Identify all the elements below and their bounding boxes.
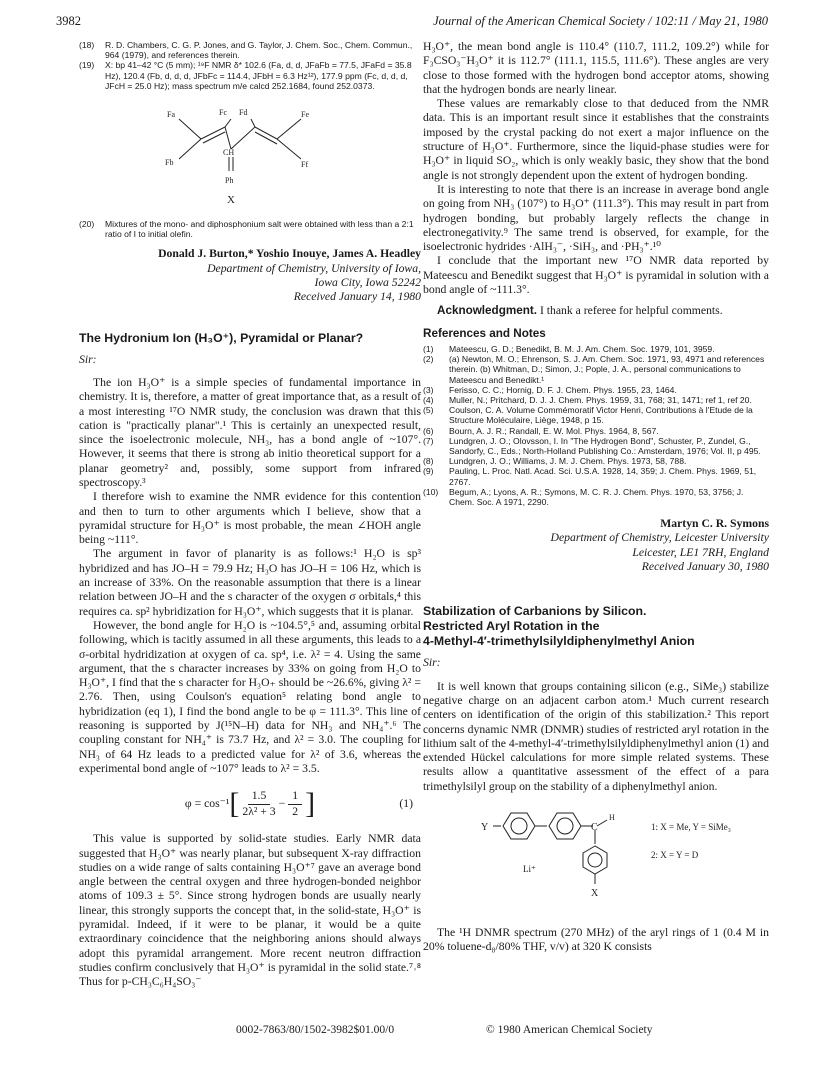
operator: − (278, 797, 286, 811)
reference-text: Lundgren, J. O.; Olovsson, I. In "The Hydrogen Bond", Schuster, P., Zundel, G., Sandorfy, C., Eds.; North-Holland Publishing Co.: Amsterdam, 1976; Vol. II, p 495. (449, 435, 761, 456)
paragraph: The ¹H DNMR spectrum (270 MHz) of the aryl rings of 1 (0.4 M in 20% toluene-d₈/80% THF, v/v) at 320 K consists (423, 926, 769, 954)
copyright: © 1980 American Chemical Society (486, 1024, 653, 1036)
footnote-text: R. D. Chambers, C. G. P. Jones, and G. Taylor, J. Chem. Soc., Chem. Commun., 964 (1979), and references therein. (105, 40, 413, 61)
paragraph: The argument in favor of planarity is as follows:¹ H₂O is sp³ hybridized and has JO–H = 79.9 Hz; H₃O has JO–H = 106 Hz, which is an increase of 33%. On the reasonable assumption that there is a linear relation between JO–H and the s character of the oxygen σ orbitals,⁴ this requires ca. sp² hybridization for H₃O⁺, which suggests that it is planar. (79, 547, 421, 618)
paragraph: I therefore wish to examine the NMR evidence for this contention and then to turn to other arguments which I believe, show that a pyramidal structure for H₃O⁺ is most probable, the mean ∠HOH angle being ~111°. (79, 490, 421, 547)
acknowledgment-label: Acknowledgment. (437, 304, 538, 318)
reference-number: (7) (423, 435, 434, 446)
footnote (79, 40, 421, 60)
received-date: Received January 14, 1980 (293, 290, 421, 304)
compound-label: X (227, 194, 235, 207)
atom-label: C (591, 822, 598, 834)
fraction (242, 789, 275, 819)
reference-text: Lundgren, J. O.; Williams, J. M. J. Chem. Phys. 1973, 58, 788. (449, 456, 687, 467)
reference-text: Pauling, L. Proc. Natl. Acad. Sci. U.S.A. 1928, 14, 359; J. Chem. Phys. 1969, 51, 2767. (449, 466, 757, 487)
numerator: 1.5 (248, 789, 271, 804)
reference-text: Ferisso, C. C.; Hornig, D. F. J. Chem. Phys. 1955, 23, 1464. (449, 384, 677, 395)
reference-item (423, 426, 769, 436)
reference-number: (4) (423, 394, 434, 405)
reference-item (423, 456, 769, 466)
footnote-number: (20) (79, 219, 95, 230)
authors: Donald J. Burton,* Yoshio Inouye, James A. Headley (158, 247, 421, 261)
structure-drawing (423, 802, 769, 920)
paragraph: This value is supported by solid-state studies. Early NMR data suggested that H₃O⁺ was nearly planar, but subsequent X-ray diffraction studies on a wide range of salts containing H₃O⁺⁷ gave an average bond angle between the central oxygen and three hydrogen-bonded neighbor atoms of 109.3 ± 5°. Since strong hydrogen bonds are usually nearly linear, this strongly supports the concept that, in the solid-state, H₃O⁺ is pyramidal. Indeed, if it were to be planar, it would be a quite extraordinary coincidence that the neighboring anions should always adopt this pyramidal arrangement. More recent neutron diffraction studies confirm conclusively that H₃O⁺ is pyramidal in the solid state.⁷˒⁸ Thus for p-CH₃C₆H₄SO₃⁻ (79, 832, 421, 989)
affiliation-line: Iowa City, Iowa 52242 (314, 276, 421, 290)
equation-1 (79, 782, 421, 826)
footnote (79, 219, 421, 239)
title-line: 4-Methyl-4′-trimethylsilyldiphenylmethyl Anion (423, 634, 695, 649)
title-line: Restricted Aryl Rotation in the (423, 619, 600, 634)
salutation: Sir: (423, 656, 441, 670)
equation-number: (1) (399, 797, 413, 811)
reference-number: (8) (423, 456, 434, 467)
paragraph: It is interesting to note that there is an increase in average bond angle on going from NH₃ (107°) to H₃O⁺ (111.3°). This may result in part from hydrogen bonding, but probably largely reflects the change in electronegativity.⁹ The same trend is observed, for example, for the isoelectronic hydrides ·AlH₃⁻, ·SiH₃, and ·PH₃⁺.¹⁰ (423, 182, 769, 254)
reference-text: Bourn, A. J. R.; Randall, E. W. Mol. Phys. 1964, 8, 567. (449, 425, 659, 436)
footnotes-top (79, 40, 421, 91)
atom-label: Fc (219, 108, 227, 118)
atom-label: H (609, 813, 615, 823)
compound-key: 2: X = Y = D (651, 850, 699, 861)
bracket-right: ] (305, 787, 316, 821)
reference-text: Mateescu, G. D.; Benedikt, B. M. J. Am. Chem. Soc. 1979, 101, 3959. (449, 343, 715, 354)
article-title: The Hydronium Ion (H₃O⁺), Pyramidal or Planar? (79, 330, 364, 345)
compound-key: 1: X = Me, Y = SiMe₃ (651, 822, 731, 833)
atom-label: X (591, 888, 599, 900)
reference-number: (1) (423, 343, 434, 354)
journal-citation: Journal of the American Chemical Society / 102:11 / May 21, 1980 (433, 14, 768, 28)
salutation: Sir: (79, 352, 97, 366)
reference-number: (9) (423, 466, 434, 477)
reference-item (423, 405, 769, 425)
paragraph: The ion H₃O⁺ is a simple species of fundamental importance in chemistry. It is, therefore, a matter of great importance that, as a result of a most interesting ¹⁷O NMR study, the conclusion was drawn that this cation is "practically planar".¹ This is certainly an unexpected result, since the isoelectronic molecule, NH₃, has a bond angle of ~107°. However, it seems that there is strong ab initio theoretical support for a planar geometry² and, possibly, some support from infrared spectroscopy.³ (79, 375, 421, 489)
fraction (288, 789, 302, 819)
paragraph: However, the bond angle for H₂O is ~104.5°,⁵ and, assuming orbital following, which is tacitly assumed in all these arguments, this leads to a σ-orbital hydridization at oxygen of ca. sp⁴, i.e. λ² = 4. Using the same argument, that the s character increases by 33% on going from H₂O to H₃O⁺, I find that the s character for H₃O₊ should be ~26.6%, giving λ² = 2.76. Then, using Coulson's equation⁵ relating bond angle to hybridization (eq 1), I find the bond angle to be φ = 111.3°. This line of reasoning is supported by J(¹⁵N–H) data for NH₃ and NH₄⁺.⁶ The coupling constant for NH₄⁺ is 73.7 Hz, and λ² = 3.0. The coupling for NH₃ of 64 Hz leads to a predicted value for λ² of 3.6, whereas the experimental bond angle of ~107° leads to λ² = 3.5. (79, 618, 421, 775)
structure-drawing (79, 97, 421, 215)
footnote-text: X: bp 41–42 °C (5 mm); ¹⁹F NMR δ* 102.6 (Fa, d, d, JFaFb = 77.5, JFaFd = 35.8 Hz), 120.4 (Fb, d, d, d, JFbFc = 114.4, JFbH = 6.3 Hz¹²), 177.9 ppm (Fc, d, d, d, JFcH = 25.0 Hz); mass spectrum m/e calcd 252.1684, found 252.0373. (105, 60, 412, 91)
denominator: 2λ² + 3 (242, 804, 276, 818)
atom-label: Ph (225, 176, 234, 186)
reference-number: (10) (423, 486, 439, 497)
atom-label: Y (481, 822, 489, 834)
paragraph: I conclude that the important new ¹⁷O NMR data reported by Mateescu and Benedikt suggest that H₃O⁺ is pyramidal in solution with a bond angle of ~111.3°. (423, 254, 769, 297)
reference-text: (a) Newton, M. O.; Ehrenson, S. J. Am. Chem. Soc. 1971, 93, 4971 and references therein. (b) Whitman, D.; Simon, J.; Pople, J. A., personal communications to Mateescu and Benedikt.¹ (449, 354, 765, 385)
equation-lhs: φ = cos⁻¹ (184, 797, 230, 811)
bracket-left: [ (229, 787, 240, 821)
acknowledgment-text: I thank a referee for helpful comments. (537, 304, 723, 318)
references-heading: References and Notes (423, 326, 546, 340)
numerator: 1 (288, 789, 302, 804)
atom-label: Ff (301, 160, 309, 170)
footnote-number: (19) (79, 60, 95, 71)
affiliation-line: Department of Chemistry, Leicester University (550, 531, 769, 545)
atom-label: CH (223, 148, 235, 158)
reference-text: Muller, N.; Pritchard, D. J. J. Chem. Phys. 1959, 31, 768; 31, 1471; ref 1, ref 20. (449, 394, 752, 405)
reference-number: (2) (423, 354, 434, 365)
right-column (423, 40, 769, 955)
reference-text: Coulson, C. A. Volume Commémoratif Victor Henri, Contributions à l'Etude de la Structure Moléculaire, Liège, 1948, p 15. (449, 405, 753, 426)
chemical-structure-1 (423, 802, 769, 920)
reference-number: (3) (423, 384, 434, 395)
reference-item (423, 354, 769, 385)
affiliation-line: Department of Chemistry, University of Iowa, (207, 261, 421, 275)
running-header (56, 14, 768, 32)
acknowledgment (423, 304, 769, 318)
affiliation-line: Leicester, LE1 7RH, England (632, 545, 769, 559)
reference-number: (6) (423, 425, 434, 436)
received-date: Received January 30, 1980 (641, 560, 769, 574)
reference-number: (5) (423, 405, 434, 416)
atom-label: Fd (239, 108, 248, 118)
atom-label: Fe (301, 110, 309, 120)
footnote (79, 60, 421, 91)
reference-item (423, 436, 769, 456)
denominator: 2 (292, 804, 299, 818)
reference-item (423, 487, 769, 507)
chemical-structure-x (79, 97, 421, 215)
reference-item (423, 395, 769, 405)
footnote-20 (79, 219, 421, 239)
atom-label: Fb (165, 158, 174, 168)
title-line: Stabilization of Carbanions by Silicon. (423, 604, 647, 619)
references-list (423, 344, 769, 507)
reference-item (423, 466, 769, 486)
left-column (79, 40, 421, 989)
page-number: 3982 (56, 14, 81, 28)
article-code: 0002-7863/80/1502-3982$01.00/0 (236, 1024, 395, 1036)
footnote-number: (18) (79, 40, 95, 50)
reference-item (423, 385, 769, 395)
reference-text: Begum, A.; Lyons, A. R.; Symons, M. C. R. J. Chem. Phys. 1970, 53, 3756; J. Chem. Soc. A 1971, 2290. (449, 486, 744, 507)
article-title-2 (423, 604, 769, 649)
reference-item (423, 344, 769, 354)
author: Martyn C. R. Symons (660, 517, 769, 531)
paragraph: H₃O⁺, the mean bond angle is 110.4° (110.7, 111.2, 109.2°) while for F₃CSO₃⁻H₃O⁺ it is 112.7° (111.1, 115.5, 111.6°). These angles are very close to those formed with the hydrogen bond acceptor atoms, showing that the hydrogen bonds are nearly linear. (423, 40, 769, 96)
atom-label: Fa (167, 110, 175, 120)
paragraph: It is well known that groups containing silicon (e.g., SiMe₃) stabilize negative charge on an adjacent carbon atom.¹ Much current research centers on identification of the origin of this stabilization.² This report concerns dynamic NMR (DNMR) studies of restricted aryl rotation in the lithium salt of the 4-methyl-4′-trimethylsilyldiphenylmethyl anion (1) and extended Hückel calculations for more simple related systems. These results allow a quantitative assessment of the effect of a para trimethylsilyl group on the stability of a diphenylmethyl anion. (423, 679, 769, 793)
footnote-text: Mixtures of the mono- and diphosphonium salt were obtained with less than a 2:1 ratio of I to initial olefin. (105, 219, 414, 240)
paragraph: These values are remarkably close to that deduced from the NMR data. This is an important result since it establishes that the constraints imposed by the crystal packing do not exert a major influence on the structure of H₃O⁺. Furthermore, since the liquid-phase studies were for H₃O⁺ in liquid SO₂, which is only weakly basic, they show that the bond angle is not strongly dependent upon the extent of hydrogen bonding. (423, 97, 769, 182)
counterion-label: Li⁺ (523, 864, 536, 875)
